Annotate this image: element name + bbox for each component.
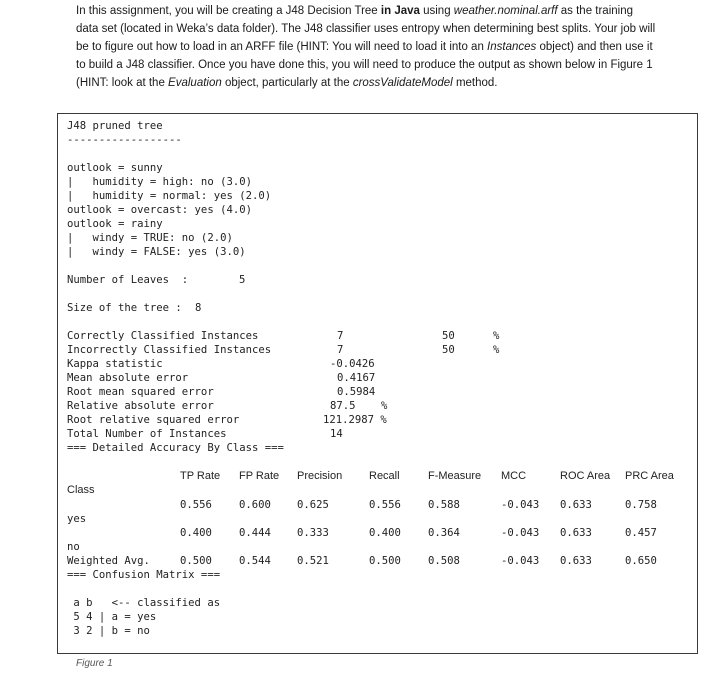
tree-line: outlook = rainy	[67, 218, 163, 230]
tree-line: | humidity = normal: yes (2.0)	[67, 190, 272, 202]
stat-value: 0.5984	[337, 386, 376, 398]
col-header: FP Rate	[239, 470, 280, 482]
stat-label: Incorrectly Classified Instances	[67, 344, 272, 356]
table-cell: 0.556	[180, 499, 212, 511]
tree-line: | humidity = high: no (3.0)	[67, 176, 252, 188]
col-header: F-Measure	[428, 470, 482, 482]
table-cell: 0.444	[239, 527, 271, 539]
stat-label: Total Number of Instances	[67, 428, 227, 440]
table-cell: 0.544	[239, 555, 271, 567]
stat-value: 7	[337, 344, 344, 356]
intro-italic-method: crossValidateModel	[352, 77, 453, 89]
stat-pct: 50	[442, 330, 455, 342]
col-header: ROC Area	[560, 470, 611, 482]
stat-value: -0.0426	[330, 358, 375, 370]
table-cell: 0.625	[297, 499, 329, 511]
table-cell: 0.364	[428, 527, 460, 539]
table-cell: 0.633	[560, 555, 592, 567]
table-cell: 0.500	[180, 555, 212, 567]
intro-italic-evaluation: Evaluation	[168, 77, 222, 89]
table-cell: 0.508	[428, 555, 460, 567]
intro-text-1: In this assignment, you will be creating a J48 Decision Tree	[76, 5, 381, 17]
table-cell: 0.333	[297, 527, 329, 539]
detail-header: === Detailed Accuracy By Class ===	[67, 442, 284, 454]
table-cell: -0.043	[501, 555, 540, 567]
intro-italic-instances: Instances	[487, 41, 537, 53]
tree-line: | windy = FALSE: yes (3.0)	[67, 246, 246, 258]
stat-value: 87.5 %	[330, 400, 388, 412]
col-header: PRC Area	[625, 470, 674, 482]
leaves-label: Number of Leaves :	[67, 274, 189, 286]
leaves-value: 5	[239, 274, 246, 286]
stat-label: Root relative squared error	[67, 414, 240, 426]
intro-italic-file: weather.nominal.arff	[453, 5, 558, 17]
intro-text-2: using	[419, 5, 454, 17]
col-header: Recall	[369, 470, 400, 482]
confusion-line: a b <-- classified as	[67, 597, 221, 609]
row-class: yes	[67, 513, 87, 525]
confusion-line: 3 2 | b = no	[67, 625, 150, 637]
tree-underline: ------------------	[67, 134, 182, 146]
intro-text-5: object, particularly at the	[221, 77, 353, 89]
weighted-label: Weighted Avg.	[67, 555, 150, 567]
intro-text-4: object) and then use it to build a J48 classifier. Once you have done this, you will need to produce the output as shown below in Figure 1 (HINT: look at the	[76, 41, 653, 89]
stat-label: Correctly Classified Instances	[67, 330, 259, 342]
col-header: MCC	[501, 470, 527, 482]
class-label: Class	[67, 484, 95, 496]
stat-value: 121.2987 %	[323, 414, 387, 426]
intro-paragraph	[76, 2, 656, 92]
stat-unit: %	[493, 330, 500, 342]
table-cell: 0.633	[560, 499, 592, 511]
stat-label: Root mean squared error	[67, 386, 214, 398]
table-cell: 0.588	[428, 499, 460, 511]
table-cell: 0.556	[369, 499, 401, 511]
table-cell: 0.600	[239, 499, 271, 511]
table-cell: -0.043	[501, 499, 540, 511]
stat-unit: %	[493, 344, 500, 356]
table-cell: 0.457	[625, 527, 657, 539]
intro-text-3: as the training data set (located in Weka’s data folder). The J48 classifier uses entropy when determining best splits. Your job will be to figure out how to load in an ARFF file (HINT: You will need to load it into an	[76, 5, 656, 53]
stat-label: Mean absolute error	[67, 372, 189, 384]
table-cell: -0.043	[501, 527, 540, 539]
stat-label: Relative absolute error	[67, 400, 214, 412]
size-label: Size of the tree :	[67, 302, 182, 314]
confusion-line: 5 4 | a = yes	[67, 611, 157, 623]
table-cell: 0.500	[369, 555, 401, 567]
tree-line: outlook = overcast: yes (4.0)	[67, 204, 252, 216]
table-cell: 0.400	[369, 527, 401, 539]
confusion-header: === Confusion Matrix ===	[67, 569, 221, 581]
table-cell: 0.400	[180, 527, 212, 539]
stat-value: 7	[337, 330, 344, 342]
size-value: 8	[195, 302, 202, 314]
tree-line: | windy = TRUE: no (2.0)	[67, 232, 233, 244]
tree-title: J48 pruned tree	[67, 120, 163, 132]
stat-label: Kappa statistic	[67, 358, 163, 370]
stat-value: 14	[330, 428, 343, 440]
col-header: TP Rate	[180, 470, 221, 482]
row-class: no	[67, 541, 80, 553]
stat-pct: 50	[442, 344, 455, 356]
stat-value: 0.4167	[337, 372, 376, 384]
col-header: Precision	[297, 470, 343, 482]
intro-text-6: method.	[452, 77, 498, 89]
intro-bold-java: in Java	[380, 5, 420, 17]
table-cell: 0.521	[297, 555, 329, 567]
table-cell: 0.633	[560, 527, 592, 539]
figure-output-box	[57, 113, 698, 654]
table-cell: 0.650	[625, 555, 657, 567]
table-cell: 0.758	[625, 499, 657, 511]
figure-caption: Figure 1	[76, 658, 113, 669]
tree-line: outlook = sunny	[67, 162, 163, 174]
